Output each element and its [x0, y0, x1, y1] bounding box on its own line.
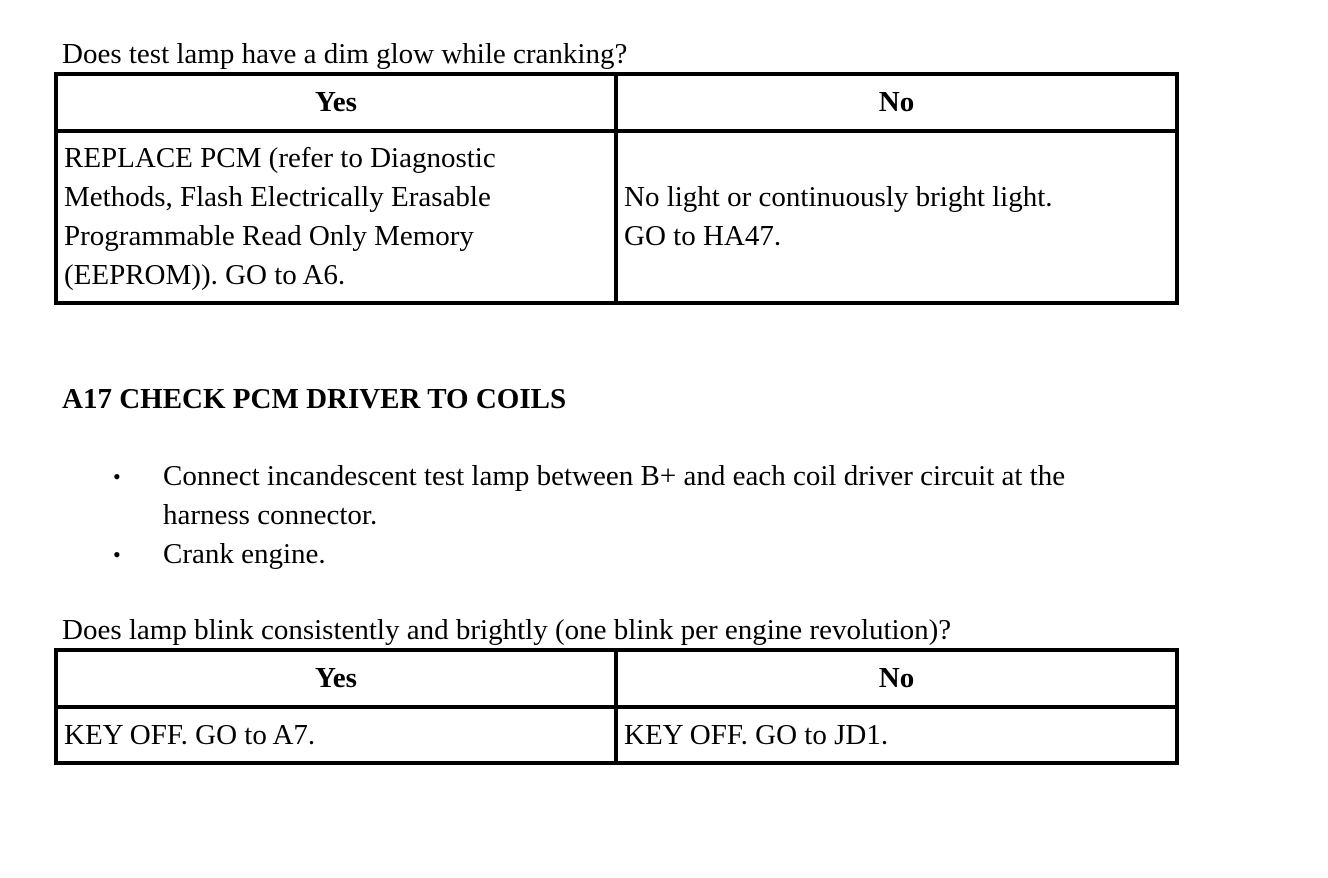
yes-cell: [56, 131, 616, 303]
no-line: GO to HA47.: [624, 220, 782, 252]
yes-cell: KEY OFF. GO to A7.: [56, 707, 616, 763]
question-1: Does test lamp have a dim glow while cranking?: [62, 38, 628, 70]
list-item-line: Crank engine.: [163, 538, 326, 570]
section-heading: A17 CHECK PCM DRIVER TO COILS: [62, 383, 567, 415]
yes-line: REPLACE PCM (refer to Diagnostic: [64, 142, 496, 174]
no-header: No: [616, 74, 1177, 131]
yes-header: Yes: [56, 650, 616, 707]
list-item-line: Connect incandescent test lamp between B+ and each coil driver circuit at the: [163, 460, 1066, 492]
instruction-list: [113, 457, 1263, 574]
list-item: [113, 457, 1263, 535]
question-2: Does lamp blink consistently and brightly (one blink per engine revolution)?: [62, 614, 952, 646]
no-cell: KEY OFF. GO to JD1.: [616, 707, 1177, 763]
decision-table-1: [54, 72, 1179, 305]
no-cell: [616, 131, 1177, 303]
bullet-icon: •: [113, 542, 121, 567]
yes-header: Yes: [56, 74, 616, 131]
yes-line: Programmable Read Only Memory: [64, 220, 474, 252]
list-item: [113, 535, 1263, 574]
list-item-line: harness connector.: [163, 499, 378, 531]
no-line: No light or continuously bright light.: [624, 181, 1053, 213]
yes-line: Methods, Flash Electrically Erasable: [64, 181, 491, 213]
bullet-icon: •: [113, 464, 121, 489]
decision-table-2: [54, 648, 1179, 765]
yes-line: (EEPROM)). GO to A6.: [64, 259, 346, 291]
no-header: No: [616, 650, 1177, 707]
